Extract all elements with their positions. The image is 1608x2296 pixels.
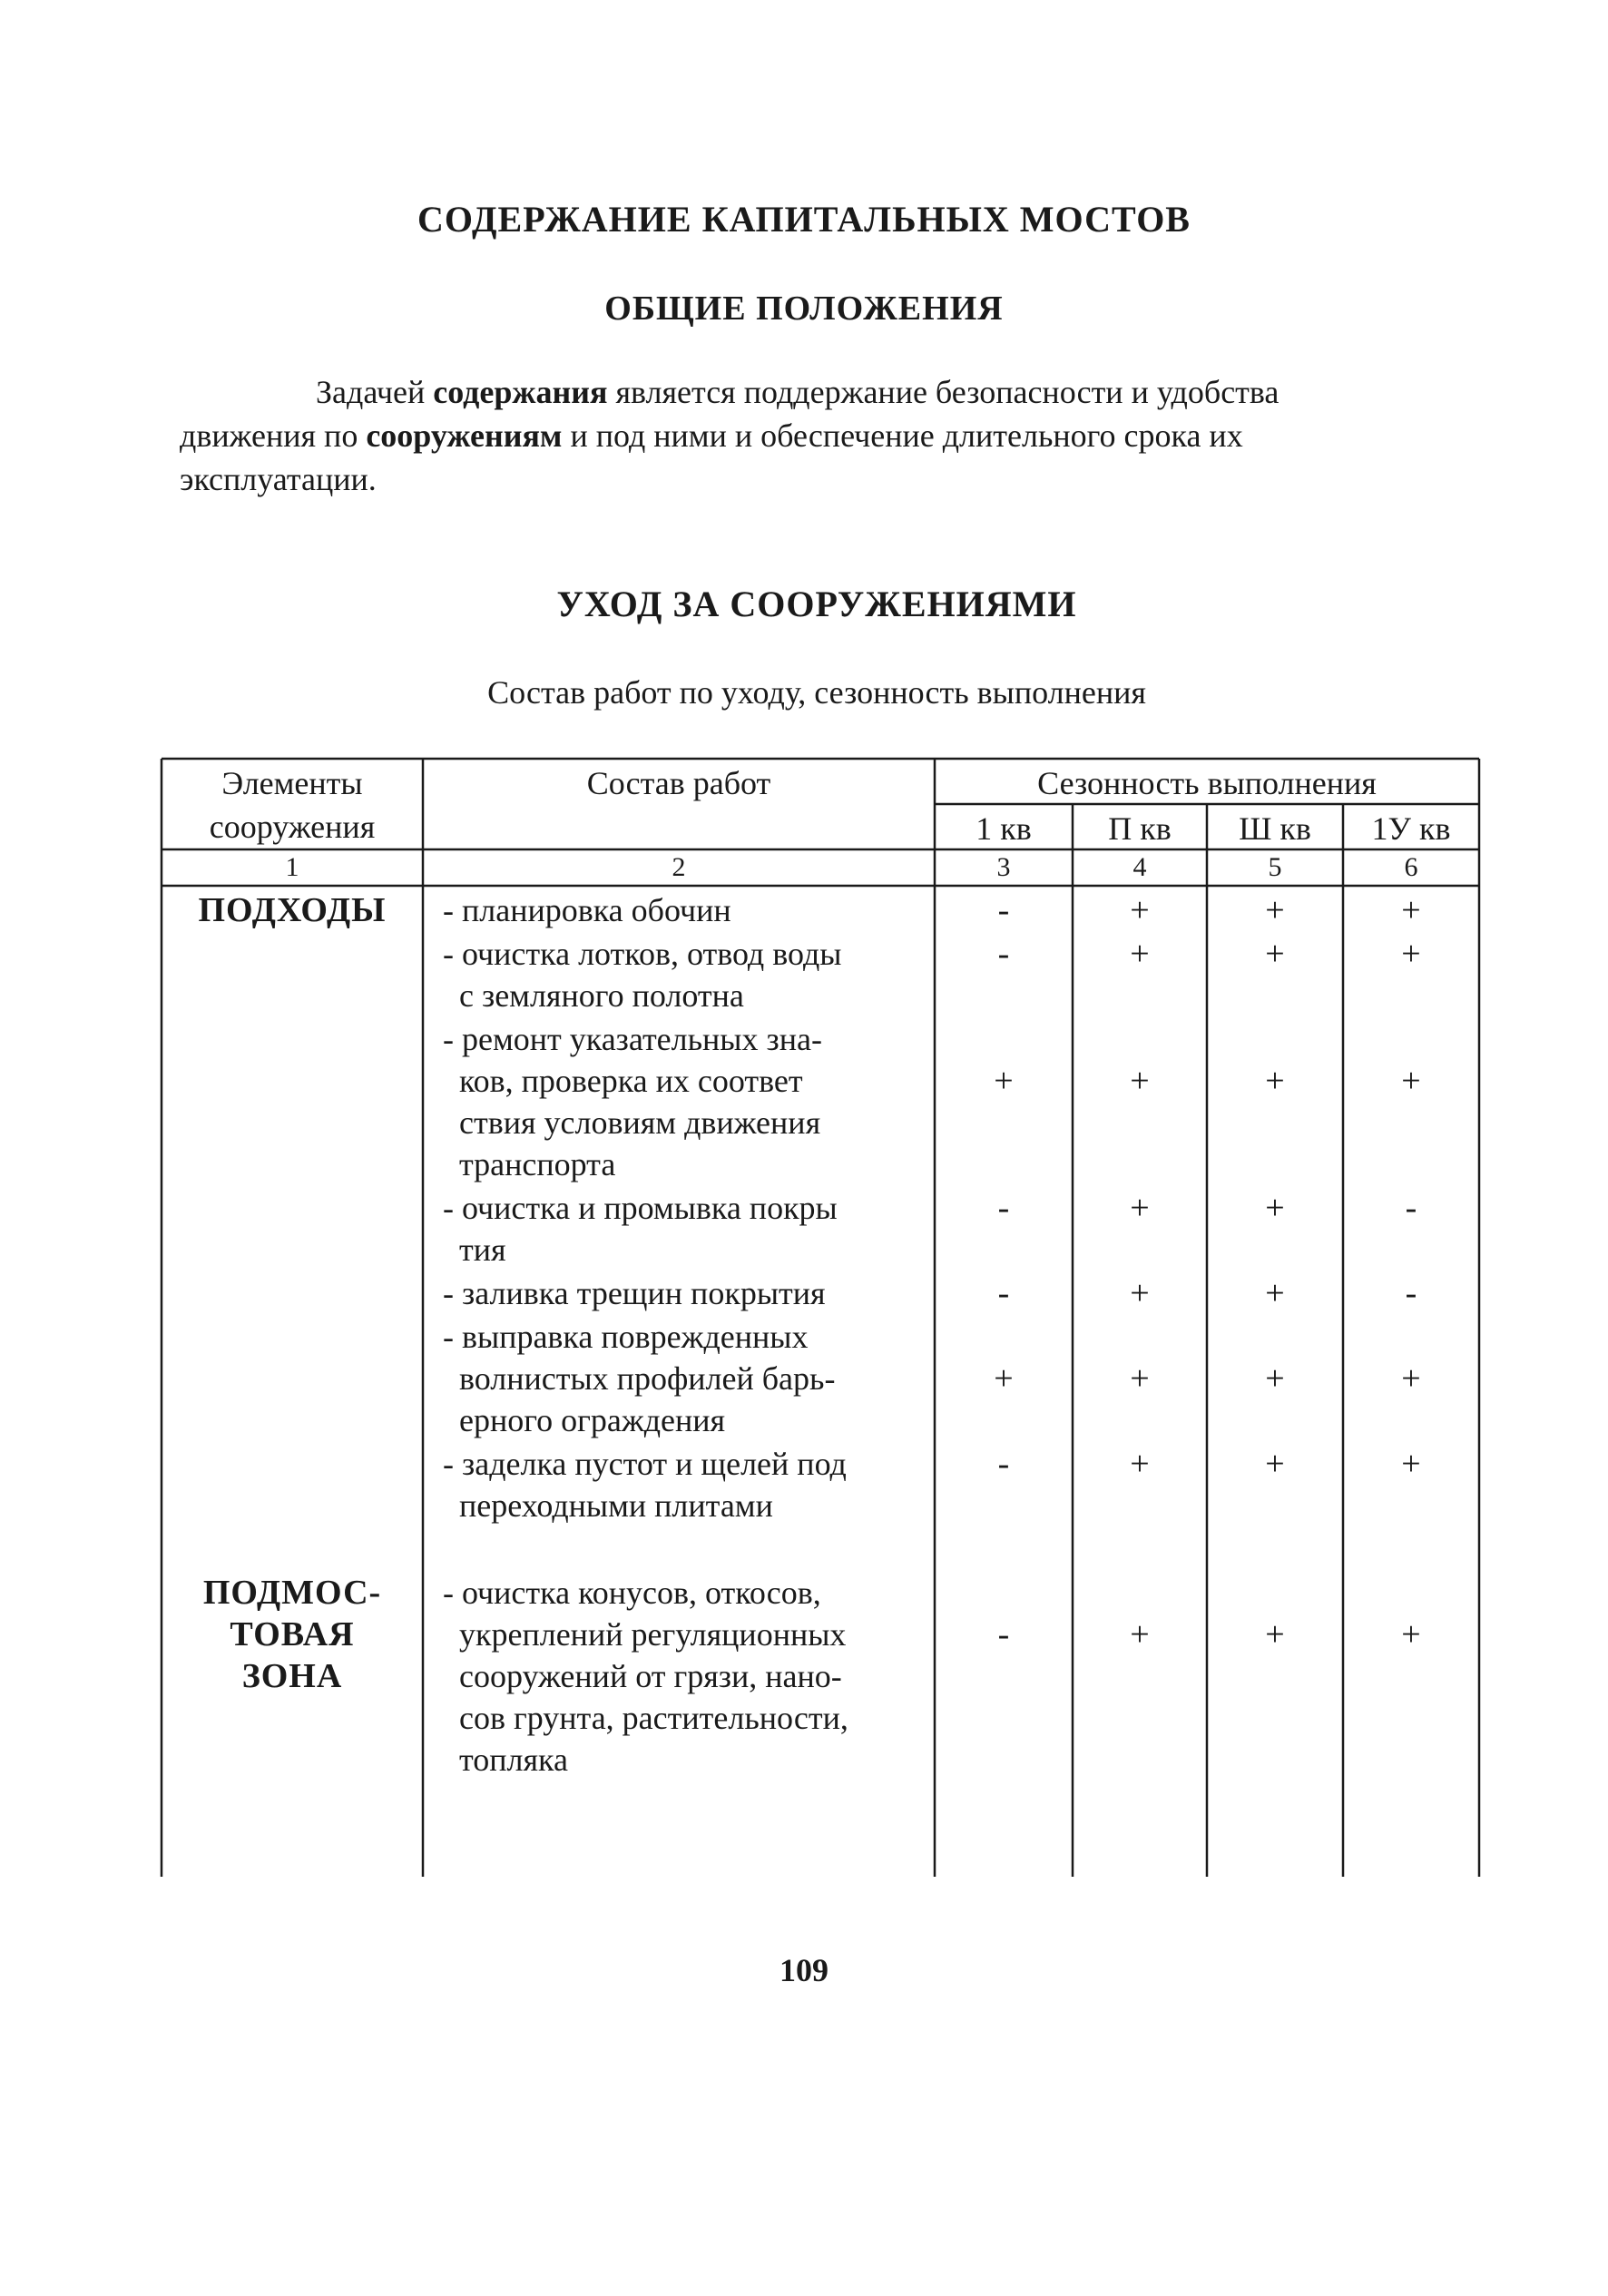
- col-number-3: 3: [996, 852, 1011, 882]
- work-item-line: - заделка пустот и щелей под: [443, 1446, 847, 1482]
- work-item-line: ков, проверка их соответ: [459, 1063, 803, 1099]
- header-q2: П кв: [1108, 810, 1172, 847]
- season-mark-q1: +: [994, 1359, 1014, 1398]
- work-item-line: ствия условиям движения: [459, 1104, 821, 1141]
- season-mark-q4: +: [1401, 891, 1421, 929]
- season-mark-q2: +: [1130, 935, 1150, 973]
- work-item-line: сооружений от грязи, нано-: [459, 1658, 842, 1694]
- season-mark-q3: +: [1265, 1274, 1285, 1312]
- season-mark-q1: -: [997, 1274, 1010, 1312]
- season-mark-q3: +: [1265, 1445, 1285, 1483]
- header-work: Состав работ: [586, 765, 771, 801]
- work-item: [443, 1572, 933, 1781]
- header-q1: 1 кв: [976, 810, 1032, 847]
- work-item-line: волнистых профилей барь-: [459, 1360, 836, 1397]
- season-mark-q3: +: [1265, 891, 1285, 929]
- work-item: [443, 1272, 933, 1314]
- season-mark-q1: -: [997, 1189, 1010, 1227]
- season-mark-q1: -: [997, 935, 1010, 973]
- col-number-6: 6: [1404, 852, 1418, 882]
- col-number-5: 5: [1268, 852, 1282, 882]
- season-mark-q4: +: [1401, 1615, 1421, 1653]
- season-mark-q1: +: [994, 1062, 1014, 1100]
- work-item: [443, 889, 933, 931]
- col-number-2: 2: [672, 852, 686, 882]
- season-mark-q2: +: [1130, 891, 1150, 929]
- season-mark-q2: +: [1130, 1615, 1150, 1653]
- work-item-line: - очистка конусов, откосов,: [443, 1575, 821, 1611]
- season-mark-q2: +: [1130, 1062, 1150, 1100]
- season-mark-q4: -: [1405, 1189, 1417, 1227]
- page-number: 109: [779, 1952, 829, 1988]
- season-mark-q4: -: [1405, 1274, 1417, 1312]
- work-item-line: - выправка поврежденных: [443, 1319, 809, 1355]
- work-item-line: - планировка обочин: [443, 892, 731, 928]
- work-item: [443, 1018, 933, 1185]
- work-item-line: - заливка трещин покрытия: [443, 1275, 826, 1311]
- season-mark-q1: -: [997, 1615, 1010, 1653]
- season-mark-q3: +: [1265, 1615, 1285, 1653]
- work-item: [443, 1443, 933, 1526]
- page-heading: СОДЕРЖАНИЕ КАПИТАЛЬНЫХ МОСТОВ: [417, 199, 1191, 240]
- element-under-bridge-zone: ПОДМОС- ТОВАЯ ЗОНА: [202, 1574, 382, 1695]
- season-mark-q3: +: [1265, 935, 1285, 973]
- season-mark-q2: +: [1130, 1274, 1150, 1312]
- season-mark-q2: +: [1130, 1445, 1150, 1483]
- work-item-line: тия: [459, 1231, 506, 1268]
- season-mark-q3: +: [1265, 1359, 1285, 1398]
- work-item-line: транспорта: [459, 1146, 616, 1182]
- season-mark-q2: +: [1130, 1359, 1150, 1398]
- season-mark-q3: +: [1265, 1062, 1285, 1100]
- season-mark-q3: +: [1265, 1189, 1285, 1227]
- work-item-line: - очистка и промывка покры: [443, 1190, 838, 1226]
- season-mark-q4: +: [1401, 1359, 1421, 1398]
- intro-line-2: движения по сооружениям и под ними и обеспечение длительного срока их: [180, 417, 1243, 454]
- intro-line-3: эксплуатации.: [180, 461, 377, 497]
- section-heading-care: УХОД ЗА СООРУЖЕНИЯМИ: [556, 584, 1077, 624]
- work-item-line: - ремонт указательных зна-: [443, 1021, 822, 1057]
- work-item-line: укреплений регуляционных: [459, 1616, 847, 1653]
- work-item-line: топляка: [459, 1742, 568, 1778]
- work-item-line: - очистка лотков, отвод воды: [443, 936, 842, 972]
- header-q4: 1У кв: [1371, 810, 1451, 847]
- work-item-line: переходными плитами: [459, 1487, 773, 1524]
- season-mark-q1: -: [997, 891, 1010, 929]
- work-item-line: сов грунта, растительности,: [459, 1700, 848, 1736]
- col-number-4: 4: [1132, 852, 1147, 882]
- season-mark-q4: +: [1401, 1445, 1421, 1483]
- table-caption: Состав работ по уходу, сезонность выполнения: [487, 674, 1146, 711]
- season-mark-q4: +: [1401, 1062, 1421, 1100]
- season-mark-q2: +: [1130, 1189, 1150, 1227]
- intro-line-1: Задачей содержания является поддержание безопасности и удобства: [316, 374, 1280, 410]
- work-item: [443, 1316, 933, 1441]
- work-item: [443, 933, 933, 1016]
- header-elements: Элементы сооружения: [209, 765, 376, 845]
- work-item-line: с земляного полотна: [459, 977, 744, 1014]
- season-mark-q1: -: [997, 1445, 1010, 1483]
- work-item: [443, 1187, 933, 1271]
- header-season: Сезонность выполнения: [1037, 765, 1377, 801]
- work-item-line: ерного ограждения: [459, 1402, 726, 1438]
- col-number-1: 1: [285, 852, 299, 882]
- header-q3: Ш кв: [1239, 810, 1311, 847]
- element-approaches: ПОДХОДЫ: [198, 891, 387, 929]
- section-heading-general: ОБЩИЕ ПОЛОЖЕНИЯ: [604, 289, 1004, 328]
- season-mark-q4: +: [1401, 935, 1421, 973]
